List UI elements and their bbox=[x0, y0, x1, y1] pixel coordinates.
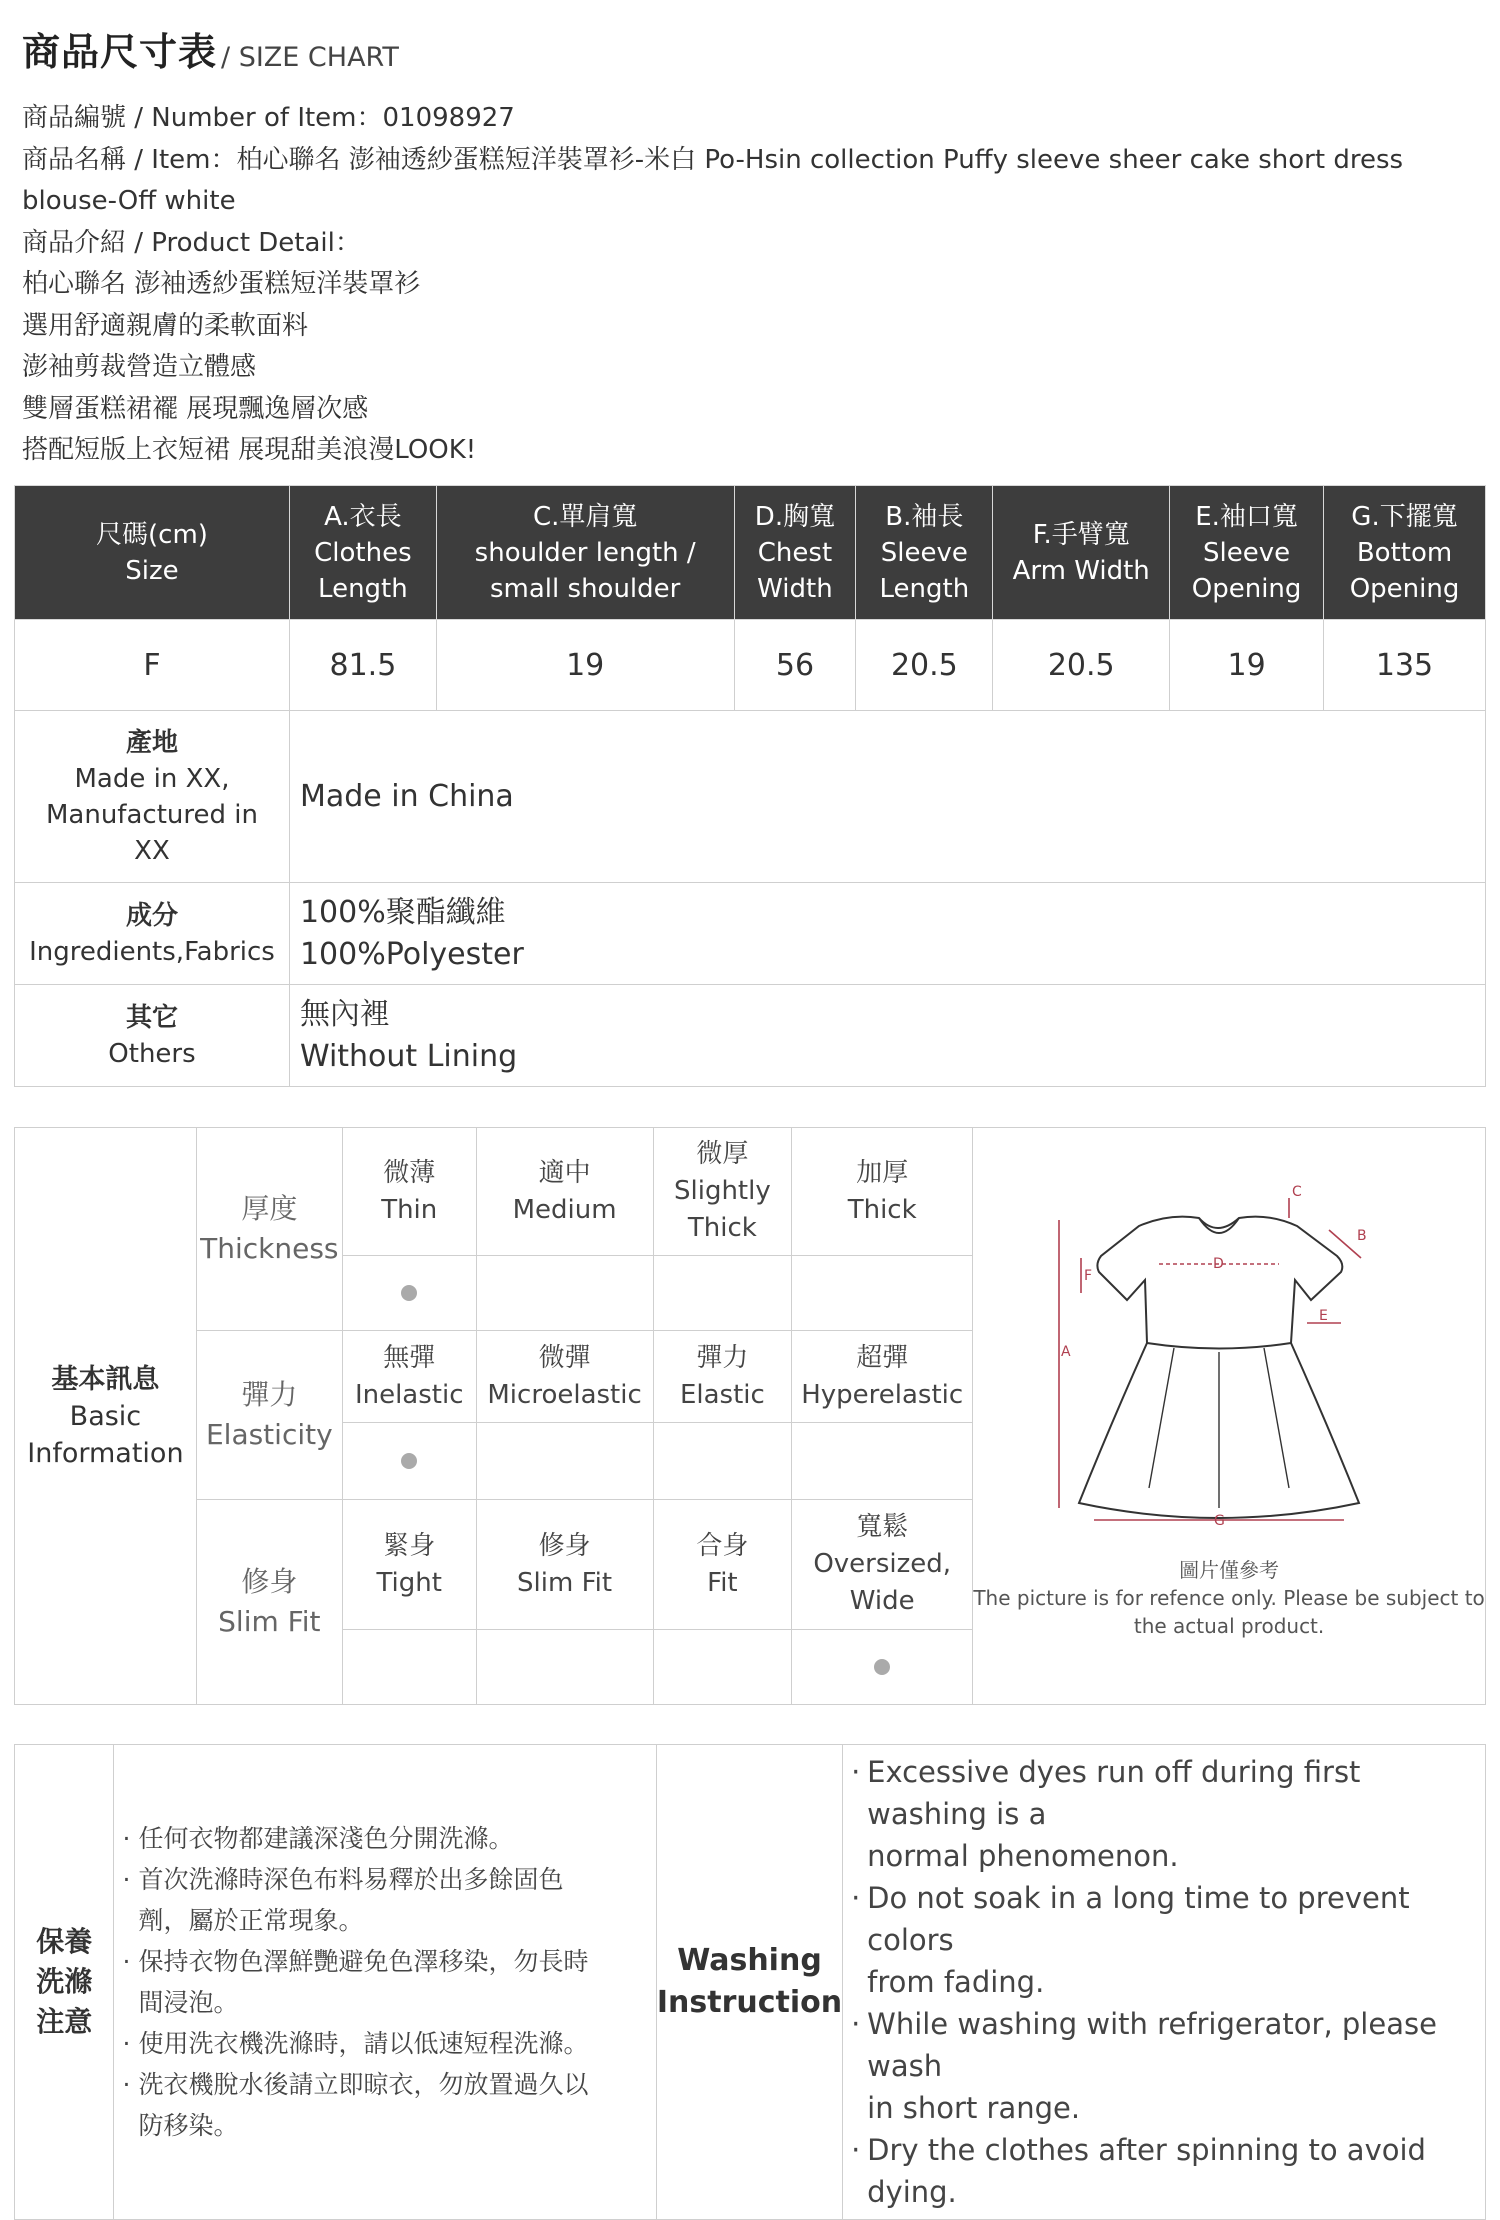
title-zh: 商品尺寸表 bbox=[22, 30, 218, 74]
selected-dot bbox=[874, 1659, 890, 1675]
product-detail-line: 選用舒適親膚的柔軟面料 bbox=[22, 310, 309, 341]
header-chest-width: D.胸寬 Chest Width bbox=[734, 486, 856, 620]
care-zh-item: · 任何衣物都建議深淺色分開洗滌。 bbox=[122, 1818, 649, 1859]
care-en-list bbox=[843, 1745, 1485, 2219]
fit-label: 修身 Slim Fit bbox=[196, 1500, 342, 1705]
size-table bbox=[14, 485, 1486, 1087]
dress-diagram bbox=[989, 1168, 1469, 1538]
option-tight: 緊身 Tight bbox=[342, 1500, 476, 1630]
option-elastic: 彈力 Elastic bbox=[653, 1331, 792, 1423]
header-sleeve-opening: E.袖口寬 Sleeve Opening bbox=[1170, 486, 1324, 620]
diagram-note-zh: 圖片僅參考 bbox=[1179, 1558, 1280, 1582]
others-label: 其它 Others bbox=[15, 985, 290, 1087]
item-number: 商品編號 / Number of Item：01098927 bbox=[22, 103, 515, 133]
size-cell: 19 bbox=[1170, 620, 1324, 711]
elasticity-label: 彈力 Elasticity bbox=[196, 1331, 342, 1500]
option-slightly-thick: 微厚 Slightly Thick bbox=[653, 1128, 792, 1256]
header-sleeve-length: B.袖長 Sleeve Length bbox=[856, 486, 993, 620]
basic-info-label: 基本訊息 Basic Information bbox=[15, 1128, 197, 1705]
title-en: / SIZE CHART bbox=[221, 42, 399, 73]
origin-row bbox=[15, 711, 1486, 883]
header-clothes-length: A.衣長 Clothes Length bbox=[289, 486, 436, 620]
size-cell: 135 bbox=[1324, 620, 1486, 711]
header-bottom-opening: G.下擺寬 Bottom Opening bbox=[1324, 486, 1486, 620]
option-thin: 微薄 Thin bbox=[342, 1128, 476, 1256]
option-thick: 加厚 Thick bbox=[792, 1128, 973, 1256]
size-cell: 20.5 bbox=[993, 620, 1170, 711]
page-header bbox=[22, 18, 1482, 472]
care-zh-cell bbox=[114, 1745, 656, 2220]
size-row bbox=[15, 620, 1486, 711]
basic-info-table bbox=[14, 1127, 1486, 1705]
item-name-cont: blouse-Off white bbox=[22, 186, 236, 216]
care-en-cell bbox=[843, 1745, 1486, 2220]
option-fit: 合身 Fit bbox=[653, 1500, 792, 1630]
care-label-zh: 保養 洗滌 注意 bbox=[15, 1745, 114, 2220]
origin-label: 產地 Made in XX, Manufactured in XX bbox=[15, 711, 290, 883]
diagram-letter-a: A bbox=[1061, 1344, 1071, 1360]
option-oversized: 寬鬆 Oversized, Wide bbox=[792, 1500, 973, 1630]
others-row bbox=[15, 985, 1486, 1087]
diagram-letter-d: D bbox=[1213, 1256, 1224, 1272]
item-name: 商品名稱 / Item：柏心聯名 澎袖透紗蛋糕短洋裝罩衫-米白 Po-Hsin collection Puffy sleeve sheer cake short dress bbox=[22, 144, 1404, 175]
product-detail-line: 柏心聯名 澎袖透紗蛋糕短洋裝罩衫 bbox=[22, 269, 421, 299]
care-table bbox=[14, 1744, 1486, 2220]
size-cell: 56 bbox=[734, 620, 856, 711]
garment-diagram-cell bbox=[973, 1128, 1486, 1705]
selected-dot bbox=[401, 1453, 417, 1469]
size-cell: 20.5 bbox=[856, 620, 993, 711]
care-en-item: · Dry the clothes after spinning to avoid dying. bbox=[851, 2129, 1479, 2213]
care-en-item: · Do not soak in a long time to prevent colors from fading. bbox=[851, 1877, 1479, 2003]
thickness-mark-thin bbox=[342, 1256, 476, 1331]
care-zh-list bbox=[114, 1812, 655, 2152]
option-hyperelastic: 超彈 Hyperelastic bbox=[792, 1331, 973, 1423]
size-cell: F bbox=[15, 620, 290, 711]
care-en-item: · Excessive dyes run off during first washing is a normal phenomenon. bbox=[851, 1751, 1479, 1877]
elasticity-mark-inelastic bbox=[342, 1423, 476, 1500]
product-detail-line: 澎袖剪裁營造立體感 bbox=[22, 352, 257, 382]
fit-mark-oversized bbox=[792, 1630, 973, 1705]
product-detail-line: 雙層蛋糕裙襬 展現飄逸層次感 bbox=[22, 393, 369, 424]
thickness-label: 厚度 Thickness bbox=[196, 1128, 342, 1331]
care-label-en: Washing Instruction bbox=[656, 1745, 842, 2220]
diagram-note-en: The picture is for refence only. Please be subject to the actual product. bbox=[973, 1586, 1485, 1638]
option-slim-fit: 修身 Slim Fit bbox=[476, 1500, 653, 1630]
product-detail-label: 商品介紹 / Product Detail： bbox=[22, 227, 361, 258]
care-zh-item: · 使用洗衣機洗滌時，請以低速短程洗滌。 bbox=[122, 2023, 649, 2064]
care-zh-item: · 洗衣機脫水後請立即晾衣，勿放置過久以 防移染。 bbox=[122, 2064, 649, 2146]
option-inelastic: 無彈 Inelastic bbox=[342, 1331, 476, 1423]
care-en-item: · While washing with refrigerator, please wash in short range. bbox=[851, 2003, 1479, 2129]
origin-value: Made in China bbox=[289, 711, 1485, 883]
header-size: 尺碼(cm) Size bbox=[15, 486, 290, 620]
care-zh-item: · 保持衣物色澤鮮艷避免色澤移染，勿長時 間浸泡。 bbox=[122, 1941, 649, 2023]
diagram-letter-g: G bbox=[1214, 1513, 1225, 1529]
diagram-letter-f: F bbox=[1084, 1268, 1093, 1284]
size-cell: 19 bbox=[436, 620, 734, 711]
size-cell: 81.5 bbox=[289, 620, 436, 711]
page-title bbox=[22, 18, 1482, 76]
selected-dot bbox=[401, 1285, 417, 1301]
size-header-row bbox=[15, 486, 1486, 620]
fabric-row bbox=[15, 883, 1486, 985]
fabric-value: 100%聚酯纖維 100%Polyester bbox=[289, 883, 1485, 985]
option-microelastic: 微彈 Microelastic bbox=[476, 1331, 653, 1423]
diagram-letter-b: B bbox=[1357, 1228, 1367, 1244]
care-zh-item: · 首次洗滌時深色布料易釋於出多餘固色 劑，屬於正常現象。 bbox=[122, 1859, 649, 1941]
product-detail-line: 搭配短版上衣短裙 展現甜美浪漫LOOK! bbox=[22, 435, 477, 465]
header-shoulder: C.單肩寬 shoulder length / small shoulder bbox=[436, 486, 734, 620]
fabric-label: 成分 Ingredients,Fabrics bbox=[15, 883, 290, 985]
diagram-letter-c: C bbox=[1292, 1184, 1302, 1200]
diagram-letter-e: E bbox=[1319, 1308, 1328, 1324]
others-value: 無內裡 Without Lining bbox=[289, 985, 1485, 1087]
option-medium: 適中 Medium bbox=[476, 1128, 653, 1256]
header-arm-width: F.手臂寬 Arm Width bbox=[993, 486, 1170, 620]
